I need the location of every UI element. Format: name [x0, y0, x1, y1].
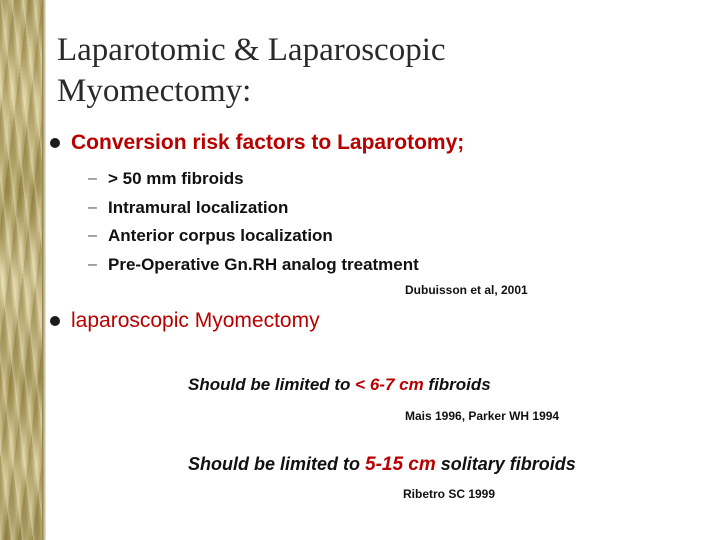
dash-icon: – — [88, 255, 97, 273]
citation-dubuisson: Dubuisson et al, 2001 — [405, 283, 528, 297]
bullet-conversion-risk — [50, 131, 464, 155]
bullet-text: laparoscopic Myomectomy — [71, 309, 320, 332]
slide-title — [57, 30, 677, 112]
list-item — [88, 165, 419, 194]
limit-note-1 — [188, 375, 491, 395]
dash-icon: – — [88, 170, 97, 188]
bullet-laparoscopic — [50, 309, 320, 333]
list-item-text: > 50 mm fibroids — [108, 169, 244, 189]
marble-side-bar — [0, 0, 42, 540]
bullet-dot-icon — [50, 138, 60, 148]
dash-icon: – — [88, 227, 97, 245]
list-item-text: Anterior corpus localization — [108, 226, 333, 246]
bullet-text: Conversion risk factors to Laparotomy; — [71, 131, 465, 154]
limit-note-2 — [188, 454, 576, 476]
note-suffix: fibroids — [423, 375, 491, 394]
dash-icon: – — [88, 198, 97, 216]
list-item — [88, 194, 419, 223]
citation-mais-parker: Mais 1996, Parker WH 1994 — [405, 409, 560, 423]
risk-factor-list — [88, 165, 419, 279]
citation-ribetro: Ribetro SC 1999 — [403, 487, 496, 501]
note-prefix: Should be limited to — [188, 454, 365, 474]
title-line-1: Laparotomic & Laparoscopic — [57, 32, 446, 68]
note-suffix: solitary fibroids — [435, 454, 576, 474]
note-highlight: < 6-7 cm — [355, 375, 424, 394]
list-item — [88, 251, 419, 280]
marble-edge — [42, 0, 46, 540]
list-item-text: Pre-Operative Gn.RH analog treatment — [108, 254, 419, 274]
title-line-2: Myomectomy: — [57, 73, 252, 109]
list-item-text: Intramural localization — [108, 197, 289, 217]
note-highlight: 5-15 cm — [365, 454, 436, 475]
note-prefix: Should be limited to — [188, 375, 356, 394]
bullet-dot-icon — [50, 316, 60, 326]
list-item — [88, 222, 419, 251]
